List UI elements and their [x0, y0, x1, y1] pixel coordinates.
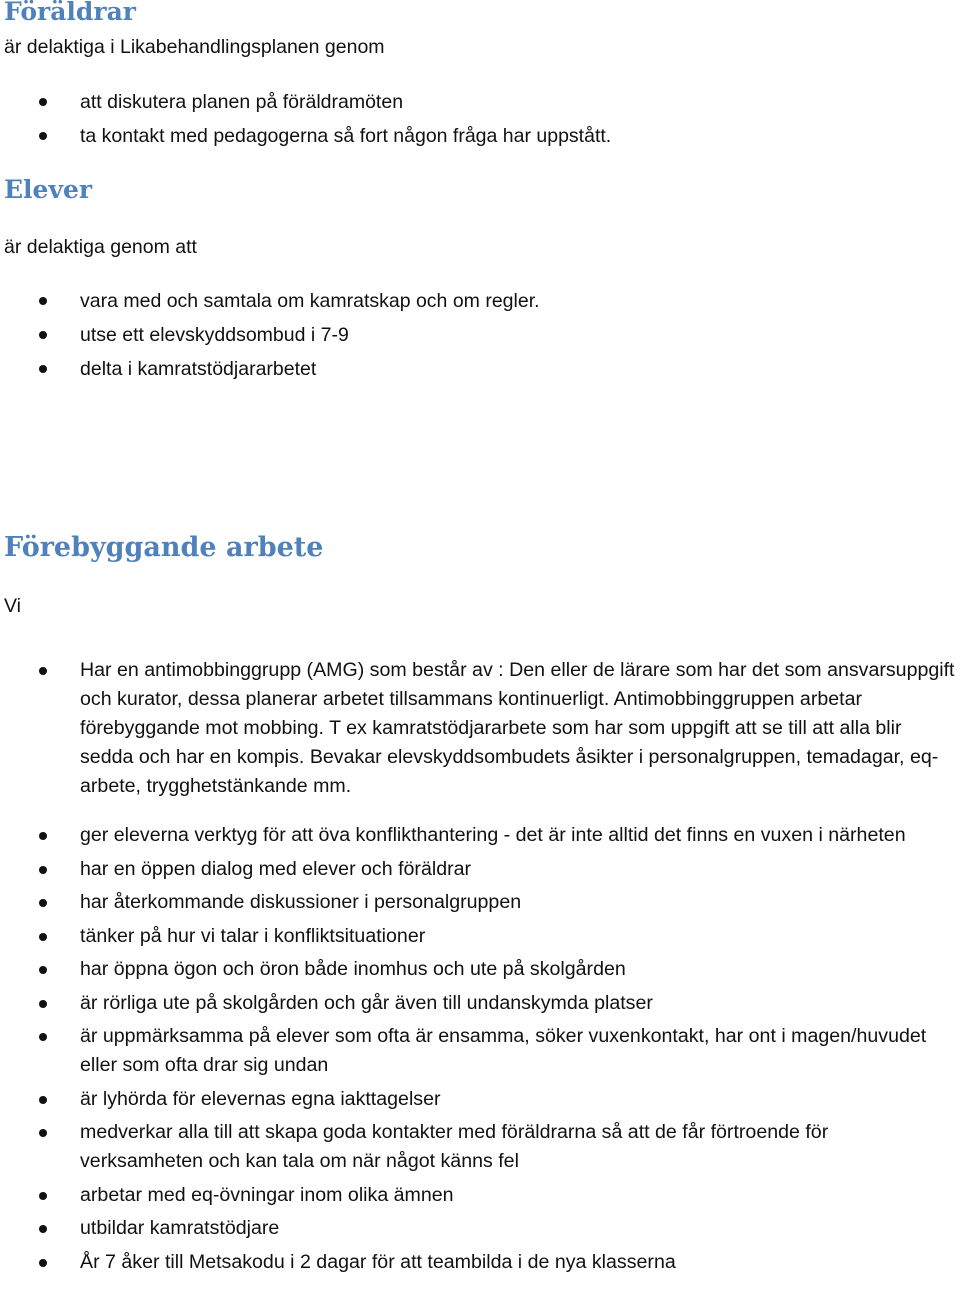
heading-elever: Elever	[4, 175, 93, 204]
list-item-text: vara med och samtala om kamratskap och om regler.	[80, 290, 540, 312]
intro-elever: är delaktiga genom att	[4, 236, 197, 258]
list-item	[0, 356, 960, 390]
list-item-text: ta kontakt med pedagogerna så fort någon fråga har uppstått.	[80, 125, 612, 147]
list-item-text: medverkar alla till att skapa goda kontakter med föräldrarna så att de får förtroende för verksamheten och kan tala om när något känns fel	[80, 1121, 829, 1172]
bullet-icon	[39, 365, 47, 373]
heading-foraldrar: Föräldrar	[4, 0, 136, 26]
list-item-text: År 7 åker till Metsakodu i 2 dagar för att teambilda i de nya klasserna	[80, 1250, 676, 1273]
list-item-text: utse ett elevskyddsombud i 7-9	[80, 324, 349, 346]
list-item	[0, 888, 960, 917]
list-item-text: tänker på hur vi talar i konfliktsituationer	[80, 924, 426, 947]
list-item-text: har öppna ögon och öron både inomhus och ute på skolgården	[80, 958, 626, 980]
bullet-icon	[39, 866, 47, 874]
list-forebyggande	[0, 656, 960, 1281]
list-item	[0, 1085, 960, 1114]
intro-vi: Vi	[4, 595, 21, 617]
bullet-icon	[39, 1033, 47, 1041]
bullet-icon	[39, 1129, 47, 1137]
list-item	[0, 1118, 960, 1176]
list-item-text: delta i kamratstödjararbetet	[80, 358, 317, 380]
list-item	[0, 855, 960, 884]
heading-forebyggande: Förebyggande arbete	[4, 532, 324, 563]
list-item-text: är rörliga ute på skolgården och går även till undanskymda platser	[80, 991, 653, 1014]
intro-foraldrar: är delaktiga i Likabehandlingsplanen genom	[4, 36, 385, 58]
list-item-text: har en öppen dialog med elever och föräldrar	[80, 857, 472, 880]
list-item	[0, 821, 960, 850]
bullet-icon	[39, 297, 47, 305]
list-item	[0, 955, 960, 984]
bullet-icon	[39, 132, 47, 140]
bullet-icon	[39, 1259, 47, 1267]
list-elever	[0, 288, 960, 390]
list-item	[0, 656, 960, 801]
list-item-text: arbetar med eq-övningar inom olika ämnen	[80, 1183, 454, 1206]
list-item-text: ger eleverna verktyg för att öva konflikthantering - det är inte alltid det finns en vuxen i närheten	[80, 824, 906, 846]
list-item-text: utbildar kamratstödjare	[80, 1217, 280, 1239]
list-item-text: är uppmärksamma på elever som ofta är ensamma, söker vuxenkontakt, har ont i magen/huvudet eller som ofta drar sig undan	[80, 1025, 927, 1076]
bullet-icon	[39, 966, 47, 974]
list-item-text: har återkommande diskussioner i personalgruppen	[80, 891, 522, 913]
list-item-text: Har en antimobbinggrupp (AMG) som består av : Den eller de lärare som har det som ansvarsuppgift och kurator, dessa planerar arbetet tillsammans kontinuerligt. Antimobbinggruppen arbetar förebyggande mot mobbing. T ex kamratstödjararbete som har som uppgift att se till att alla blir sedda och har en kompis. Bevakar elevskyddsombudets åsikter i personalgruppen, temadagar, eq-arbete, trygghetstänkande mm.	[80, 659, 955, 797]
bullet-icon	[39, 1096, 47, 1104]
list-item	[0, 288, 960, 322]
bullet-icon	[39, 331, 47, 339]
bullet-icon	[39, 832, 47, 840]
list-item	[0, 89, 960, 123]
bullet-icon	[39, 1000, 47, 1008]
bullet-icon	[39, 933, 47, 941]
list-item	[0, 989, 960, 1018]
list-item	[0, 922, 960, 951]
bullet-icon	[39, 667, 47, 675]
list-foraldrar	[0, 89, 960, 157]
bullet-icon	[39, 1225, 47, 1233]
list-item	[0, 1022, 960, 1080]
list-item	[0, 1181, 960, 1210]
list-item-text: att diskutera planen på föräldramöten	[80, 91, 404, 113]
bullet-icon	[39, 98, 47, 106]
bullet-icon	[39, 1192, 47, 1200]
list-item	[0, 123, 960, 157]
list-item	[0, 322, 960, 356]
list-item-text: är lyhörda för elevernas egna iakttagelser	[80, 1087, 441, 1110]
list-item	[0, 1214, 960, 1243]
list-item	[0, 1248, 960, 1277]
bullet-icon	[39, 899, 47, 907]
